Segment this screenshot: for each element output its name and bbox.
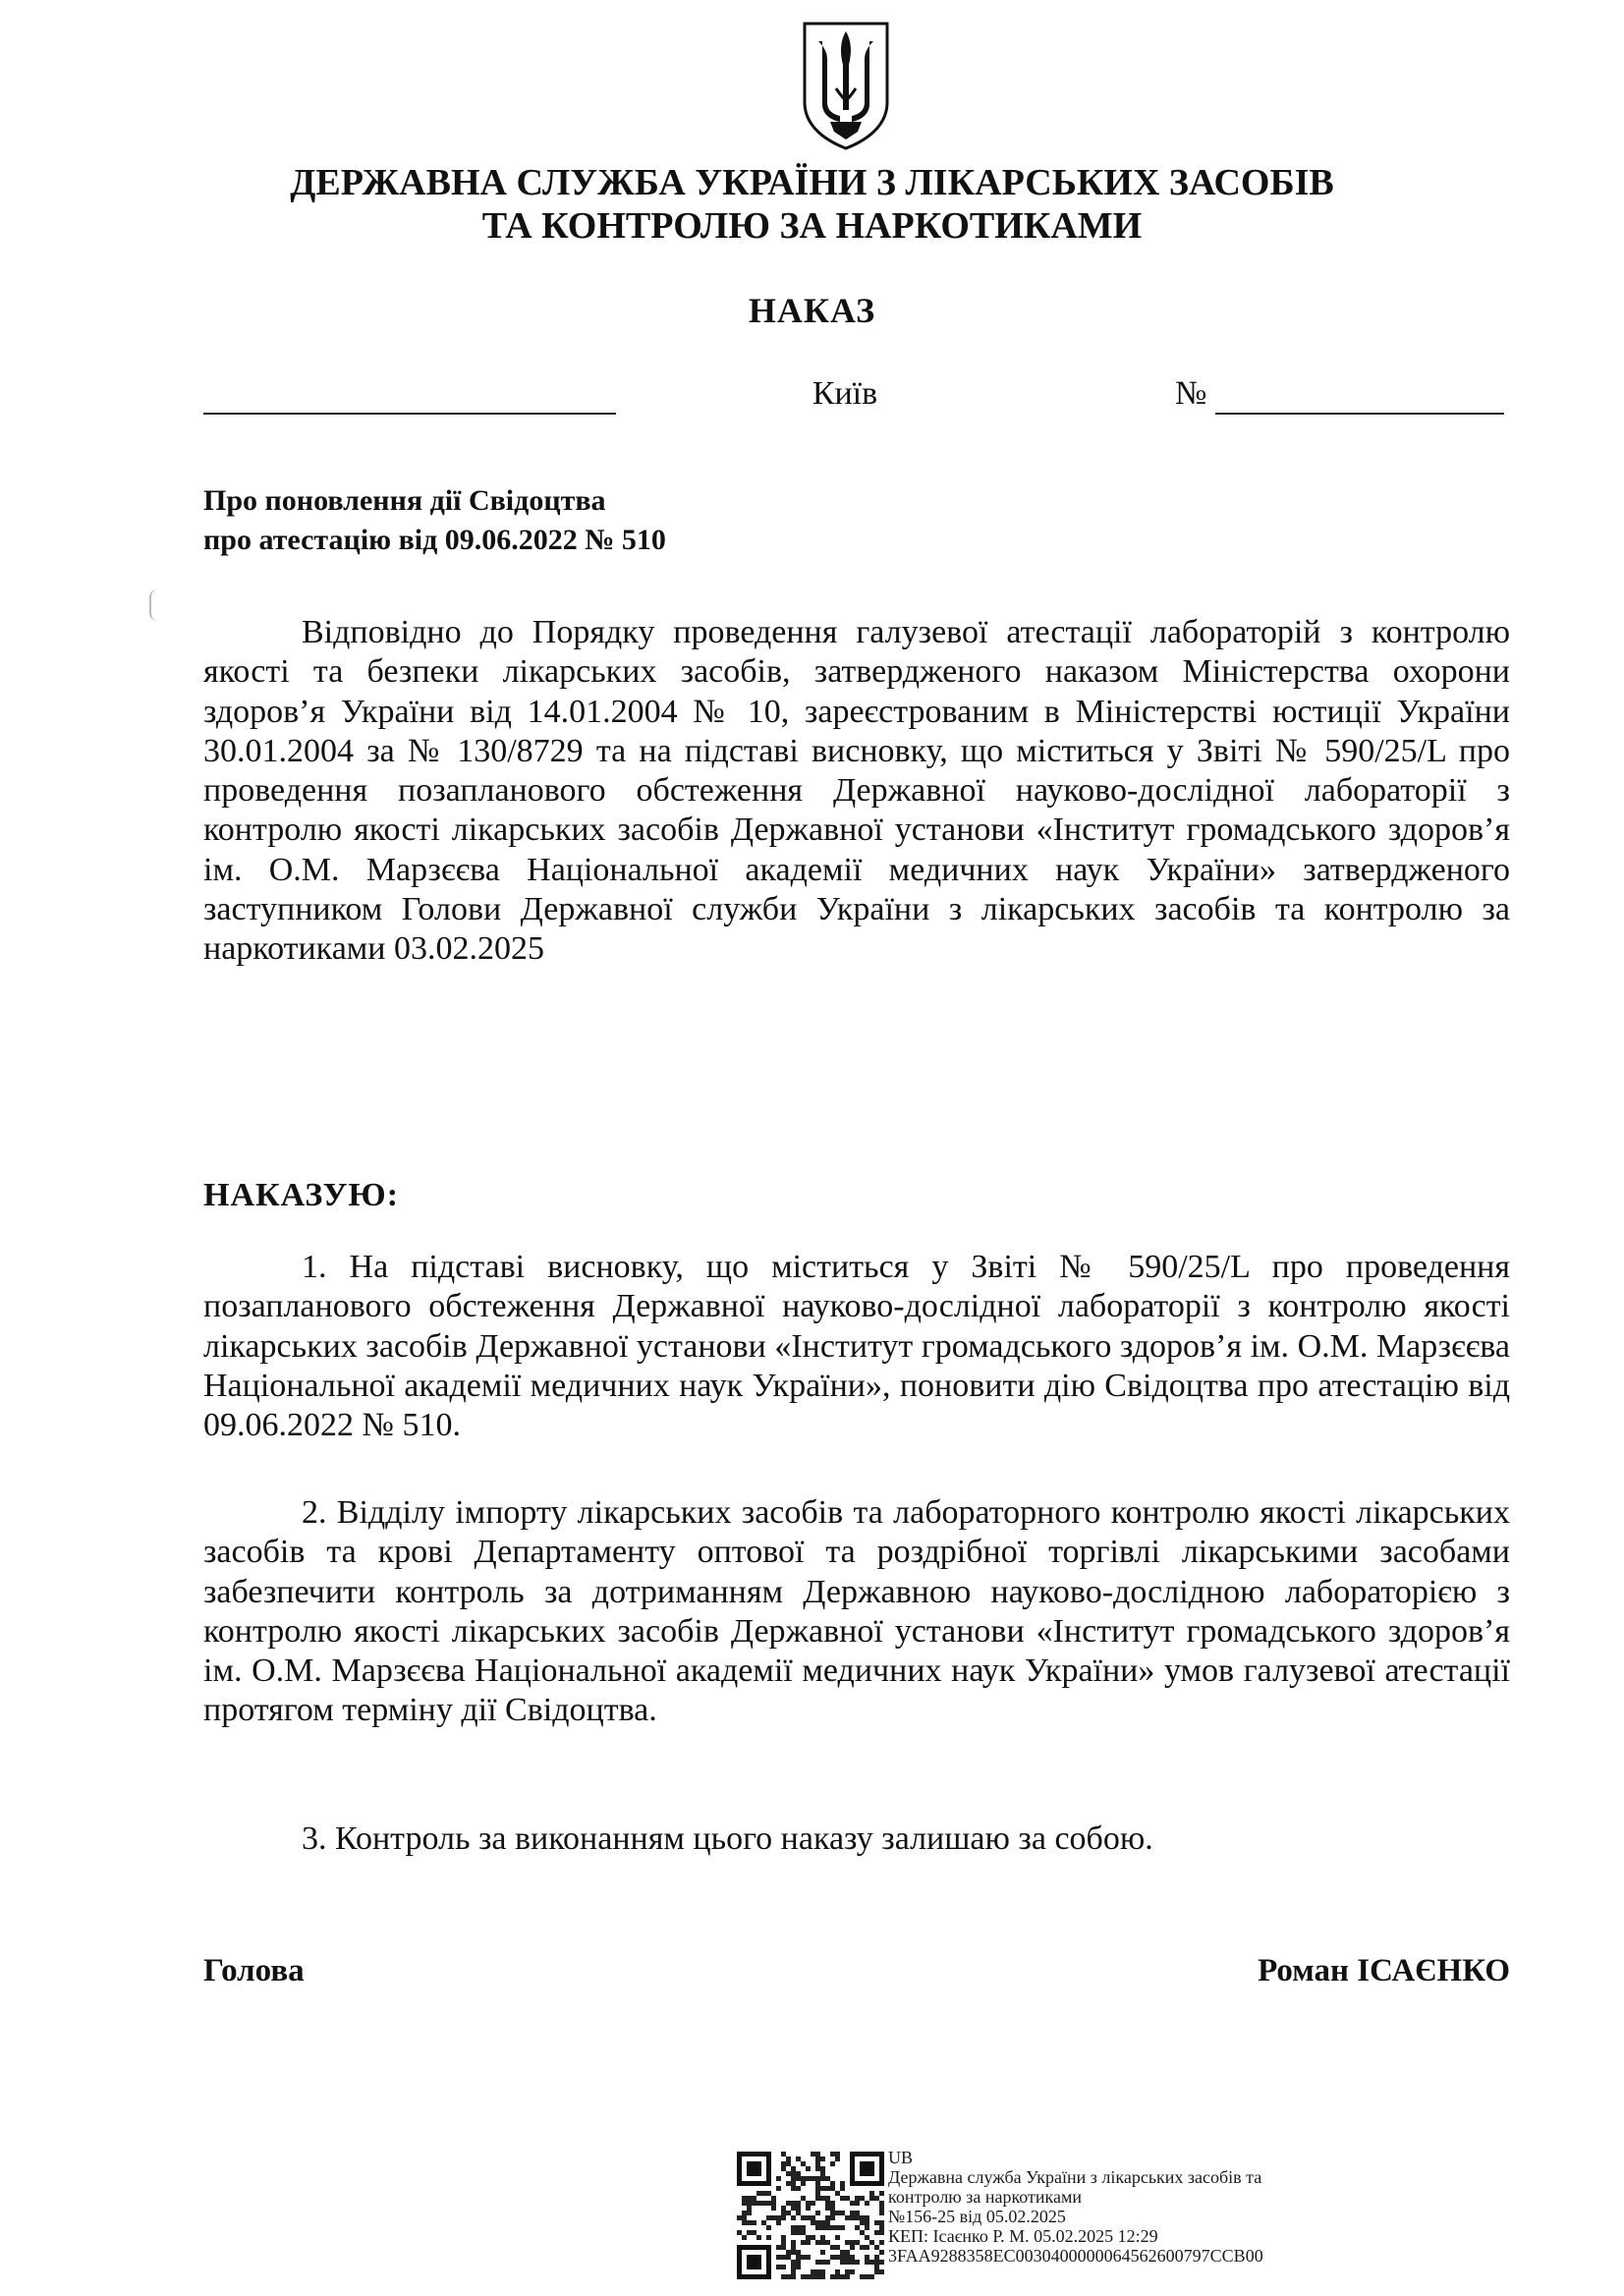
stamp-line1: UB [888, 2148, 914, 2167]
order-item-1: 1. На підставі висновку, що міститься у Звіті № 590/25/L про проведення позапланового обстеження Державної науково-дослідної лабораторії з контролю якості лікарських засобів Державної установи «Інститут громадського здоров’я ім. О.М. Марзєєва Національної академії медичних наук України», поновити дію Свідоцтва про атестацію від 09.06.2022 № 510. [203, 1249, 1510, 1444]
stamp-line6: 3FAA9288358EC0030400000064562600797CCB00 [888, 2246, 1263, 2266]
document-subject [203, 481, 666, 560]
subject-line1: Про поновлення дії Свідоцтва [203, 484, 606, 517]
order-item-2: 2. Відділу імпорту лікарських засобів та лабораторного контролю якості лікарських засобів та крові Департаменту оптової та роздрібної торгівлі лікарськими засобами забезпечити контроль за дотриманням Державною науково-дослідною лабораторією з контролю якості лікарських засобів Державної установи «Інститут громадського здоров’я ім. О.М. Марзєєва Національної академії медичних наук України» умов галузевої атестації протягом терміну дії Свідоцтва. [203, 1494, 1510, 1729]
stamp-line5: КЕП: Ісаєнко Р. М. 05.02.2025 12:29 [888, 2226, 1158, 2246]
stamp-line2: Державна служба України з лікарських засобів та [888, 2167, 1262, 2187]
e-signature-stamp [888, 2148, 1263, 2266]
order-item-3: 3. Контроль за виконанням цього наказу залишаю за собою. [302, 1820, 1153, 1857]
number-label: № [1175, 375, 1207, 412]
order-heading: НАКАЗУЮ: [203, 1177, 400, 1213]
city: Київ [812, 375, 878, 412]
signatory-name: Роман ІСАЄНКО [1258, 1953, 1510, 1988]
coat-of-arms-icon [801, 20, 891, 152]
stamp-line4: №156-25 від 05.02.2025 [888, 2207, 1066, 2226]
scan-mark [149, 589, 159, 621]
intro-paragraph: Відповідно до Порядку проведення галузевої атестації лабораторій з контролю якості та безпеки лікарських засобів, затвердженого наказом Міністерства охорони здоров’я України від 14.01.2004 № 10, зареєстрованим в Міністерстві юстиції України 30.01.2004 за № 130/8729 та на підставі висновку, що міститься у Звіті № 590/25/L про проведення позапланового обстеження Державної науково-дослідної лабораторії з контролю якості лікарських засобів Державної установи «Інститут громадського здоров’я ім. О.М. Марзєєва Національної академії медичних наук України» затвердженого заступником Голови Державної служби України з лікарських засобів та контролю за наркотиками 03.02.2025 [203, 614, 1510, 968]
stamp-line3: контролю за наркотиками [888, 2187, 1083, 2207]
subject-line2: про атестацію від 09.06.2022 № 510 [203, 524, 666, 556]
agency-name-line2: ТА КОНТРОЛЮ ЗА НАРКОТИКАМИ [481, 205, 1143, 247]
number-blank-line [1215, 411, 1504, 415]
agency-name [0, 161, 1624, 248]
qr-code-icon [737, 2152, 884, 2279]
signatory-title: Голова [203, 1953, 305, 1988]
document-type: НАКАЗ [748, 291, 876, 330]
date-blank-line [203, 411, 616, 415]
agency-name-line1: ДЕРЖАВНА СЛУЖБА УКРАЇНИ З ЛІКАРСЬКИХ ЗАСОБІВ [290, 162, 1334, 203]
